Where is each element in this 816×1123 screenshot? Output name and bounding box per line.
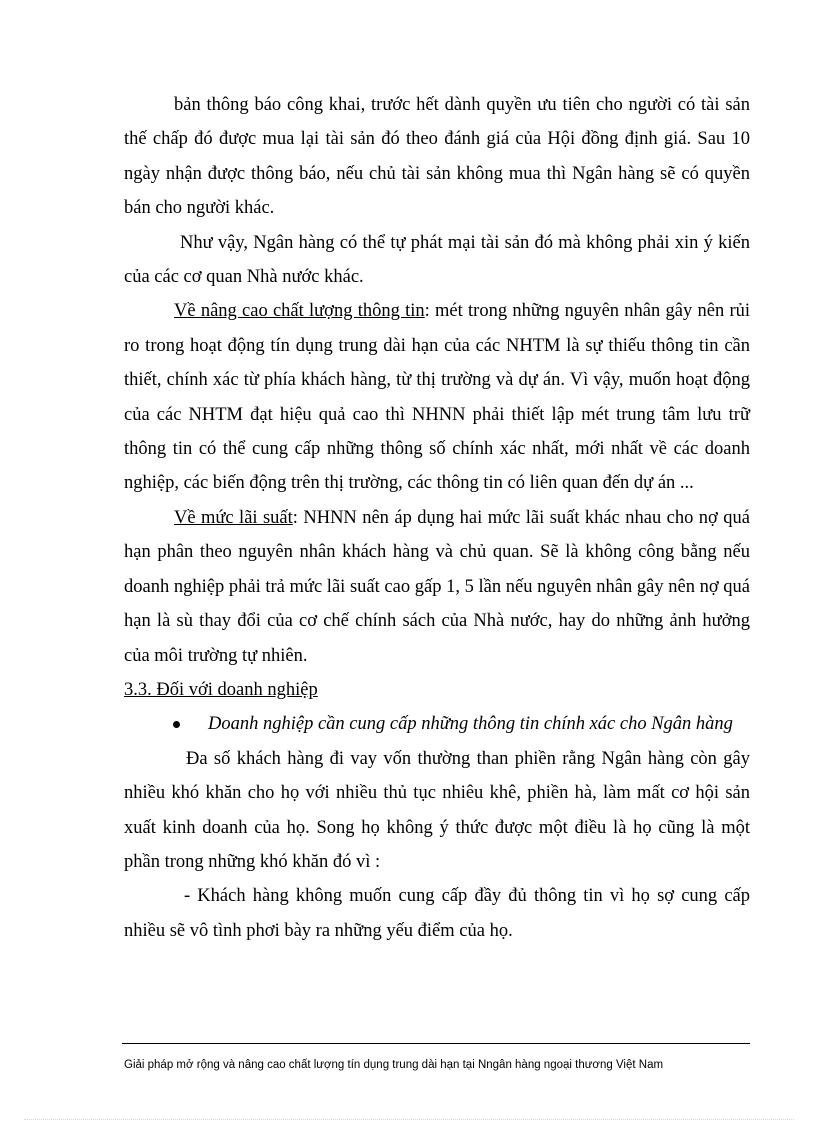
paragraph-self-liquidation: Như vậy, Ngân hàng có thể tự phát mại tài sản đó mà không phải xin ý kiến của các cơ quan Nhà nước khác. xyxy=(124,232,750,288)
bullet-dot-icon xyxy=(173,721,180,728)
paragraph-customer-complaints: Đa số khách hàng đi vay vốn thường than phiền rằng Ngân hàng còn gây nhiều khó khăn cho họ với nhiều thủ tục nhiêu khê, phiền hà, làm mất cơ hội sản xuất kinh doanh của họ. Song họ không ý thức được một điều là họ cũng là một phần trong những khó khăn đó vì : xyxy=(124,748,750,872)
paragraph-auction-notice: bản thông báo công khai, trước hết dành quyền ưu tiên cho người có tài sản thế chấp đó được mua lại tài sản đó theo đánh giá của Hội đồng định giá. Sau 10 ngày nhận được thông báo, nếu chủ tài sản không mua thì Ngân hàng sẽ có quyền bán cho người khác. xyxy=(124,95,750,219)
page-footer: Giải pháp mở rộng và nâng cao chất lượng tín dụng trung dài hạn tại Nngân hàng ngoại thương Việt Nam xyxy=(124,1059,664,1071)
bullet-item xyxy=(124,707,750,741)
paragraph-interest-rate xyxy=(124,501,750,673)
body-text xyxy=(124,88,750,948)
information-quality-text: : mét trong những nguyên nhân gây nên rủi ro trong hoạt động tín dụng trung dài hạn của các NHTM là sự thiếu thông tin cần thiết, chính xác từ phía khách hàng, từ thị trường và dự án. Vì vậy, muốn hoạt động của các NHTM đạt hiệu quả cao thì NHNN phải thiết lập mét trung tâm lưu trữ thông tin có thể cung cấp những thông số chính xác nhất, mới nhất về các doanh nghiệp, các biến động trên thị trường, các thông tin có liên quan đến dự án ... xyxy=(124,301,750,494)
page-bottom-edge xyxy=(24,1119,794,1120)
paragraph-customer-information: - Khách hàng không muốn cung cấp đầy đủ thông tin vì họ sợ cung cấp nhiều sẽ vô tình phơi bày ra những yếu điểm của họ. xyxy=(124,886,750,941)
section-heading-enterprises: 3.3. Đối với doanh nghiệp xyxy=(124,679,318,700)
interest-rate-label: Về mức lãi suất xyxy=(174,507,293,528)
paragraph-information-quality xyxy=(124,294,750,500)
information-quality-label: Về nâng cao chất lượng thông tin xyxy=(174,301,425,322)
interest-rate-text: : NHNN nên áp dụng hai mức lãi suất khác nhau cho nợ quá hạn phân theo nguyên nhân khách hàng và chủ quan. Sẽ là không công bằng nếu doanh nghiệp phải trả mức lãi suất cao gấp 1, 5 lần nếu nguyên nhân gây nên nợ quá hạn là sù thay đổi của cơ chế chính sách của Nhà nước, hay do những ảnh hưởng của môi trường tự nhiên. xyxy=(124,507,750,666)
footer-divider xyxy=(122,1043,750,1044)
bullet-item-text: Doanh nghiệp cần cung cấp những thông tin chính xác cho Ngân hàng xyxy=(208,714,733,735)
